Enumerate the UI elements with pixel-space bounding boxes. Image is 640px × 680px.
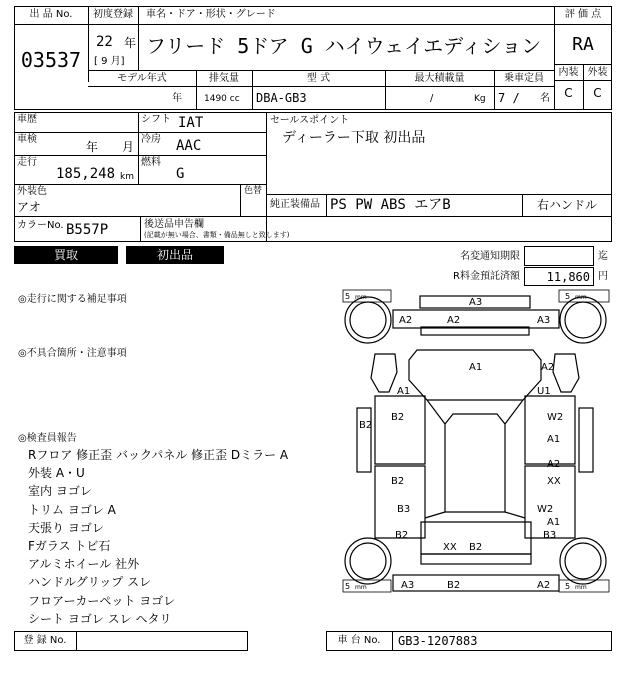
mark-rear-right: A2 bbox=[537, 580, 551, 591]
mark-lf-fender: A1 bbox=[397, 386, 411, 397]
ac-label: 冷房 bbox=[141, 134, 161, 145]
name-change-box bbox=[524, 246, 594, 266]
exterior-color-label: 外装色 bbox=[17, 186, 47, 197]
type-value: DBA-GB3 bbox=[256, 91, 307, 105]
mark-rr-door-1: A2 bbox=[547, 459, 561, 470]
first-reg-month: [ 9 月] bbox=[94, 56, 125, 67]
lot-label: 出 品 No. bbox=[29, 9, 73, 20]
chassis-label: 車 台 No. bbox=[337, 635, 381, 646]
model-year-unit: 年 bbox=[172, 93, 182, 104]
interior-label: 内装 bbox=[558, 67, 579, 78]
color-no-value: B557P bbox=[66, 222, 109, 238]
max-load-unit: Kg bbox=[474, 94, 486, 104]
displacement-label: 排気量 bbox=[209, 73, 239, 84]
report-line: ハンドルグリップ スレ bbox=[28, 575, 152, 590]
report-line: シート ヨゴレ スレ ヘタリ bbox=[28, 611, 172, 626]
report-line: 天張り ヨゴレ bbox=[28, 520, 104, 535]
equipment-label: 純正装備品 bbox=[270, 199, 320, 210]
report-line: Rフロア 修正歪 バックパネル 修正歪 Dミラー A bbox=[28, 448, 289, 462]
mark-rear-left: A3 bbox=[401, 580, 415, 591]
max-load-slash: / bbox=[430, 93, 434, 104]
tire-unit-fl: mm bbox=[355, 294, 367, 301]
interior-grade: C bbox=[564, 86, 573, 100]
tire-unit-rl: mm bbox=[355, 584, 367, 591]
inspection-label: 車検 bbox=[17, 134, 37, 145]
mileage-label: 走行 bbox=[17, 157, 37, 168]
mark-rr-door-2: XX bbox=[547, 476, 561, 487]
mark-back-door-1: XX bbox=[443, 542, 457, 553]
name-change-unit: 迄 bbox=[598, 251, 608, 262]
shift-label: シフト bbox=[141, 114, 171, 125]
mark-back-door-2: B2 bbox=[469, 542, 483, 553]
mark-front-center: A2 bbox=[447, 315, 461, 326]
damage-diagram bbox=[335, 288, 615, 626]
recycle-value: 11,860 bbox=[546, 270, 590, 284]
mark-front-bumper: A3 bbox=[469, 297, 483, 308]
report-line: Fガラス トビ石 bbox=[28, 539, 111, 554]
capacity-label: 乗車定員 bbox=[504, 73, 544, 84]
mark-rr-fender-1: W2 bbox=[537, 504, 554, 515]
mark-rear-center: B2 bbox=[447, 580, 461, 591]
max-load-label: 最大積載量 bbox=[414, 73, 465, 84]
mark-lf-door: B2 bbox=[391, 412, 405, 423]
ac-value: AAC bbox=[176, 138, 202, 154]
mark-lr-fender: B3 bbox=[397, 504, 411, 515]
capacity-unit: 名 bbox=[540, 93, 550, 104]
mark-hood: A1 bbox=[469, 362, 483, 373]
car-name: フリード 5ドア G ハイウェイエディション bbox=[146, 34, 542, 58]
report-line: フロアーカーペット ヨゴレ bbox=[28, 593, 176, 608]
inspection-year: 年 bbox=[86, 140, 99, 154]
docs-label: 後送品申告欄 bbox=[144, 219, 204, 230]
name-change-label: 名変通知期限 bbox=[460, 251, 520, 262]
model-year-label: モデル年式 bbox=[117, 73, 167, 84]
sales-point-value: ディーラー下取 初出品 bbox=[282, 130, 426, 146]
report-line: 外装 A・U bbox=[28, 466, 85, 481]
mark-rf-door-1: W2 bbox=[547, 412, 564, 423]
first-reg-label: 初度登録 bbox=[93, 9, 133, 20]
model-label: 車名・ドア・形状・グレード bbox=[146, 9, 276, 20]
tire-unit-fr: mm bbox=[575, 294, 587, 301]
defects-label: ◎不具合箇所・注意事項 bbox=[18, 348, 127, 359]
mark-rf-fender: U1 bbox=[537, 386, 551, 397]
sales-point-label: セールスポイント bbox=[270, 115, 350, 126]
first-reg-year: 22 bbox=[96, 34, 113, 50]
inspector-report-label: ◎検査員報告 bbox=[18, 433, 77, 444]
steering-value: 右ハンドル bbox=[536, 198, 597, 212]
mark-front-left: A2 bbox=[399, 315, 413, 326]
mark-rf-door-2: A1 bbox=[547, 434, 561, 445]
type-label: 型 式 bbox=[306, 73, 331, 84]
exterior-color-value: アオ bbox=[17, 200, 41, 214]
mark-front-right: A3 bbox=[537, 315, 551, 326]
exterior-label: 外装 bbox=[587, 67, 608, 78]
recycle-unit: 円 bbox=[598, 271, 608, 282]
mark-lr-quarter: B2 bbox=[395, 530, 409, 541]
mark-left-side: B2 bbox=[359, 420, 373, 431]
inspection-month: 月 bbox=[122, 140, 135, 154]
fuel-value: G bbox=[176, 166, 185, 182]
mark-rr-quarter: B3 bbox=[543, 530, 557, 541]
tire-tread-fl: 5 bbox=[345, 292, 351, 301]
fuel-label: 燃料 bbox=[141, 157, 161, 168]
report-line: 室内 ヨゴレ bbox=[28, 484, 92, 499]
history-label: 車歴 bbox=[17, 114, 37, 125]
tire-unit-rr: mm bbox=[575, 584, 587, 591]
mark-rf-fender-top: A2 bbox=[541, 362, 555, 373]
reg-label: 登 録 No. bbox=[23, 635, 67, 646]
report-line: トリム ヨゴレ A bbox=[28, 502, 116, 517]
eval-label: 評 価 点 bbox=[564, 9, 602, 20]
driving-remarks-label: ◎走行に関する補足事項 bbox=[18, 294, 127, 305]
color-change-label: 色替 bbox=[244, 186, 263, 196]
inspector-report-lines bbox=[28, 446, 288, 628]
mileage-unit: km bbox=[120, 172, 134, 182]
first-listing-bar: 初出品 bbox=[126, 246, 224, 264]
lot-number: 03537 bbox=[20, 48, 82, 72]
tire-tread-fr: 5 bbox=[565, 292, 571, 301]
eval-score: RA bbox=[572, 34, 594, 55]
chassis-value: GB3-1207883 bbox=[398, 634, 478, 648]
exterior-grade: C bbox=[593, 86, 602, 100]
purchase-bar: 買取 bbox=[14, 246, 118, 264]
first-reg-year-unit: 年 bbox=[124, 36, 137, 50]
docs-note: (記載が無い場合、書類・備品無しと致します) bbox=[144, 231, 290, 239]
mileage-value: 185,248 bbox=[56, 166, 116, 182]
equipment-value: PS PW ABS エアB bbox=[330, 197, 451, 213]
color-no-label: カラーNo. bbox=[17, 220, 64, 231]
tire-tread-rl: 5 bbox=[345, 582, 351, 591]
shift-value: IAT bbox=[178, 115, 204, 131]
displacement-value: 1490 cc bbox=[204, 94, 240, 104]
capacity-value: 7 / bbox=[498, 91, 520, 105]
report-line: アルミホイール 社外 bbox=[28, 557, 140, 572]
tire-tread-rr: 5 bbox=[565, 582, 571, 591]
mark-rr-fender-2: A1 bbox=[547, 517, 561, 528]
recycle-label: R料金預託済額 bbox=[453, 271, 520, 282]
mark-lr-door: B2 bbox=[391, 476, 405, 487]
